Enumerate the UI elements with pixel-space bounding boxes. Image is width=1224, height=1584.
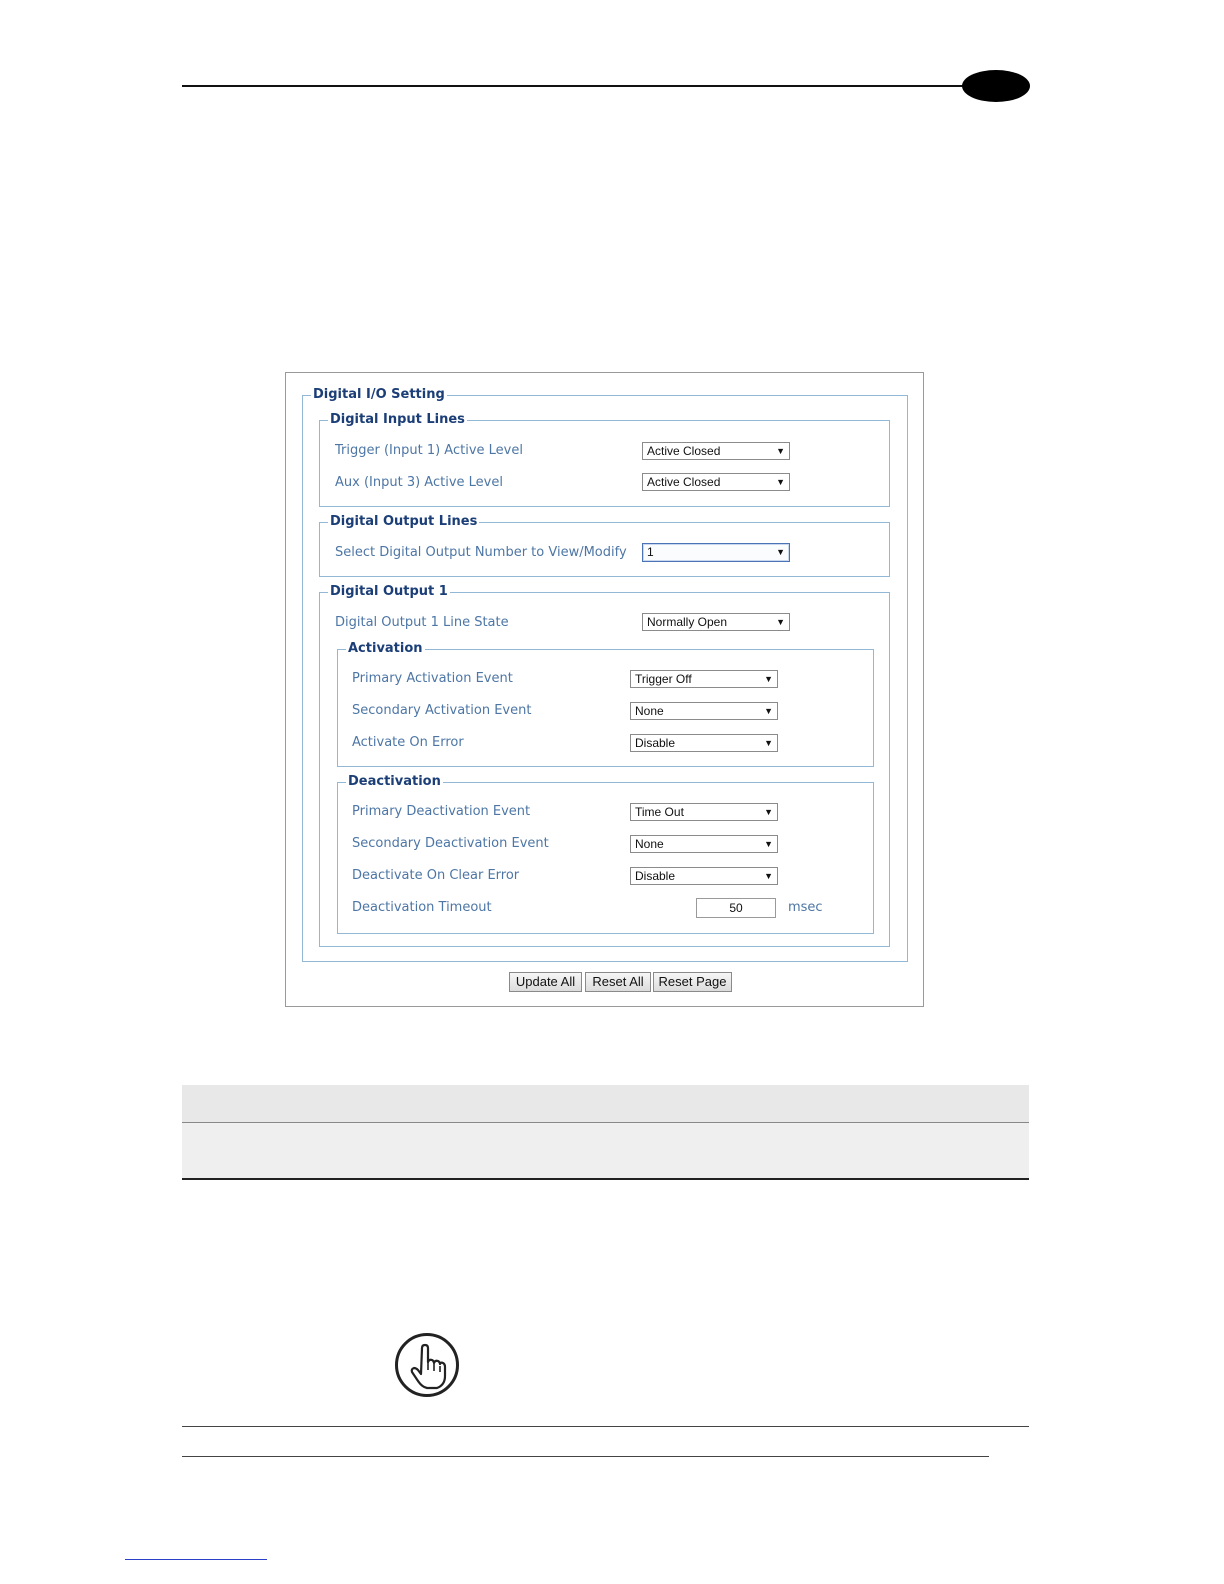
dropdown-arrow-icon: ▼ [764, 807, 773, 817]
primary-deactivation-value: Time Out [635, 805, 684, 819]
primary-deactivation-select[interactable] [630, 803, 778, 821]
secondary-deactivation-label: Secondary Deactivation Event [352, 836, 549, 851]
digital-io-setting-fieldset [302, 387, 908, 962]
footer-rule [182, 1456, 989, 1457]
dropdown-arrow-icon: ▼ [776, 446, 785, 456]
pointing-hand-icon [394, 1332, 460, 1398]
output-number-label: Select Digital Output Number to View/Modify [335, 545, 627, 560]
footer-link-underline [125, 1559, 267, 1560]
deactivation-fieldset [337, 774, 874, 934]
secondary-activation-value: None [635, 704, 664, 718]
dropdown-arrow-icon: ▼ [764, 871, 773, 881]
digital-output-1-title: Digital Output 1 [330, 584, 448, 599]
dropdown-arrow-icon: ▼ [776, 617, 785, 627]
deactivate-on-clear-error-label: Deactivate On Clear Error [352, 868, 520, 883]
primary-activation-select[interactable] [630, 670, 778, 688]
deactivation-timeout-label: Deactivation Timeout [352, 900, 492, 915]
digital-io-settings-panel [285, 372, 924, 1007]
dropdown-arrow-icon: ▼ [776, 547, 785, 557]
line-state-label: Digital Output 1 Line State [335, 615, 509, 630]
header-rule [182, 85, 972, 87]
digital-output-lines-fieldset [319, 514, 890, 577]
deactivate-on-clear-error-value: Disable [635, 869, 676, 883]
secondary-deactivation-value: None [635, 837, 664, 851]
dropdown-arrow-icon: ▼ [764, 738, 773, 748]
dropdown-arrow-icon: ▼ [764, 706, 773, 716]
primary-deactivation-label: Primary Deactivation Event [352, 804, 531, 819]
activate-on-error-select[interactable] [630, 734, 778, 752]
dropdown-arrow-icon: ▼ [764, 674, 773, 684]
digital-input-lines-fieldset [319, 412, 890, 507]
deactivation-timeout-unit: msec [788, 900, 823, 915]
table-header-band [182, 1085, 1029, 1123]
primary-activation-value: Trigger Off [635, 672, 692, 686]
dropdown-arrow-icon: ▼ [764, 839, 773, 849]
output-number-select[interactable] [642, 543, 790, 562]
secondary-deactivation-select[interactable] [630, 835, 778, 853]
table-row [182, 1123, 1029, 1178]
digital-output-lines-title: Digital Output Lines [330, 514, 478, 529]
digital-input-lines-title: Digital Input Lines [330, 412, 465, 427]
deactivation-timeout-input[interactable]: 50 [696, 898, 776, 918]
activation-fieldset [337, 641, 874, 767]
trigger-active-level-label: Trigger (Input 1) Active Level [335, 443, 523, 458]
digital-io-setting-title: Digital I/O Setting [313, 387, 445, 402]
table-bottom-rule [182, 1178, 1029, 1180]
deactivation-title: Deactivation [348, 774, 441, 789]
reset-all-button[interactable]: Reset All [585, 972, 651, 992]
reset-page-button[interactable]: Reset Page [653, 972, 732, 992]
activate-on-error-value: Disable [635, 736, 676, 750]
line-state-select[interactable] [642, 613, 790, 631]
activation-title: Activation [348, 641, 423, 656]
output-number-value: 1 [647, 545, 654, 559]
dropdown-arrow-icon: ▼ [776, 477, 785, 487]
activate-on-error-label: Activate On Error [352, 735, 464, 750]
line-state-value: Normally Open [647, 615, 728, 629]
deactivate-on-clear-error-select[interactable] [630, 867, 778, 885]
trigger-active-level-select[interactable] [642, 442, 790, 460]
trigger-active-level-value: Active Closed [647, 444, 721, 458]
secondary-activation-label: Secondary Activation Event [352, 703, 532, 718]
update-all-button[interactable]: Update All [509, 972, 582, 992]
primary-activation-label: Primary Activation Event [352, 671, 513, 686]
aux-active-level-value: Active Closed [647, 475, 721, 489]
note-rule [182, 1426, 1029, 1427]
secondary-activation-select[interactable] [630, 702, 778, 720]
aux-active-level-select[interactable] [642, 473, 790, 491]
chapter-tab [962, 70, 1030, 102]
digital-output-1-fieldset [319, 584, 890, 947]
aux-active-level-label: Aux (Input 3) Active Level [335, 475, 503, 490]
